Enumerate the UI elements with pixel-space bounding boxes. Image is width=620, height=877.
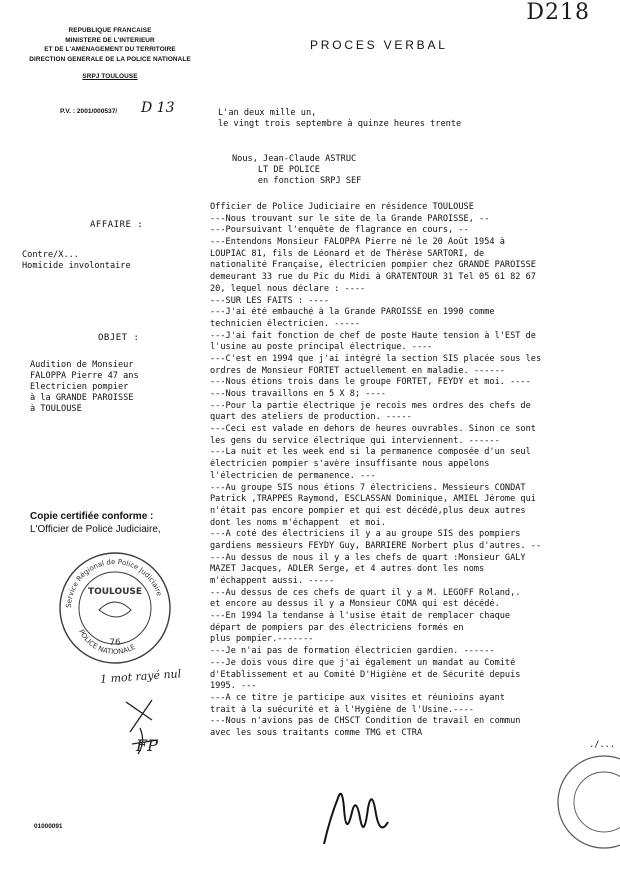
body-line: ---Nous étions trois dans le groupe FORTET, FEYDY et moi. ----	[210, 377, 531, 388]
header-line: REPUBLIQUE FRANCAISE	[68, 27, 152, 34]
body-line: ---Au dessus de ces chefs de quart il y a M. LEGOFF Roland,.	[210, 587, 521, 598]
police-unit: SRPJ TOULOUSE	[82, 73, 138, 81]
body-line: Officier de Police Judiciaire en résidence TOULOUSE	[210, 202, 474, 212]
body-line: l'usine au poste principal électrique. ----	[210, 342, 433, 353]
footer-reference-id: 01000091	[34, 823, 63, 830]
body-line: gardiens messieurs FEYDY Guy, BARRIERE Norbert plus d'autres. --	[210, 540, 542, 551]
officer-block	[232, 154, 361, 187]
body-line: MAZET Jacques, ADLER Serge, et 4 autres dont les noms	[210, 564, 485, 575]
objet-line: à la GRANDE PAROISSE	[30, 392, 134, 403]
document-title: PROCES VERBAL	[310, 38, 448, 52]
body-line: plus pompier.-------	[210, 634, 314, 645]
body-line: ---Entendons Monsieur FALOPPA Pierre né le 20 Août 1954 à	[210, 237, 505, 248]
body-line: 20, lequel nous déclare : ----	[210, 283, 366, 294]
body-line: ---Je n'ai pas de formation électricien gardien. ------	[210, 646, 495, 657]
body-line: ---La nuit et les week end si la permanence composée d'un seul	[210, 447, 531, 458]
body-line: ---J'ai fait fonction de chef de poste Haute tension à l'EST de	[210, 330, 536, 341]
body-line: les gens du service électrique qui interviennent. ------	[210, 435, 500, 446]
body-line: ---C'est en 1994 que j'ai intégré la section SIS placée sous les	[210, 353, 542, 364]
objet-value	[30, 360, 139, 415]
body-line: départ de pompiers par des électriciens formés en	[210, 622, 464, 633]
officer-line: Nous, Jean-Claude ASTRUC	[232, 154, 357, 164]
body-line: ---En 1994 la tendanse à l'usise était de remplacer chaque	[210, 611, 511, 622]
body-line: ---Nous trouvant sur le site de la Grande PAROISSE, --	[210, 213, 490, 224]
body-line: 1995. ---	[210, 681, 257, 692]
officer-line: en fonction SRPJ SEF	[232, 175, 362, 186]
body-line: ---Au groupe SIS nous étions 7 électriciens. Messieurs CONDAT	[210, 482, 526, 493]
affaire-label: AFFAIRE :	[90, 220, 144, 230]
certification-subtitle: L'Officier de Police Judiciaire,	[30, 524, 161, 535]
date-line: L'an deux mille un,	[218, 108, 317, 118]
body-line: quart des ateliers de production. -----	[210, 412, 412, 423]
body-line: ---Ceci est valade en dehors de heures ouvrables. Sinon ce sont	[210, 424, 536, 435]
body-line: ---Au dessus de nous il y a les chefs de quart :Monsieur GALY	[210, 552, 526, 563]
body-line: ---J'ai été embauché à la Grande PAROISSE en 1990 comme	[210, 307, 495, 318]
body-line: demeurant 33 rue du Pic du Midi à GRATENTOUR 31 Tel 05 61 82 67	[210, 272, 536, 283]
body-line: LOUPIAC 81, fils de Léonard et de Thérèse SARTORI, de	[210, 248, 485, 259]
certification-block	[30, 510, 161, 536]
certification-title: Copie certifiée conforme :	[30, 511, 154, 522]
affaire-line: Contre/X...	[22, 250, 79, 260]
ministry-header	[20, 26, 200, 82]
pv-number: P.V. : 2001/000537/	[60, 108, 118, 115]
stamp-number: 76	[109, 638, 121, 648]
objet-line: à TOULOUSE	[30, 403, 82, 414]
body-line: ---SUR LES FAITS : ----	[210, 295, 329, 306]
affaire-value	[22, 250, 131, 272]
handwritten-initials: FP	[136, 736, 158, 755]
deposition-body	[210, 202, 615, 751]
body-line: technicien électricien. -----	[210, 318, 361, 329]
body-line: m'échappent aussi. -----	[210, 576, 335, 586]
header-line: MINISTERE DE L'INTERIEUR	[65, 36, 155, 44]
body-line: ---A ce titre je participe aux visites et réunioins ayant	[210, 692, 505, 703]
stamp-emblem-icon	[99, 602, 131, 617]
officer-signature	[318, 778, 398, 850]
stamp-outer-text: Service Régional de Police Judiciaire	[64, 557, 164, 609]
date-block	[218, 108, 461, 130]
header-line: ET DE L'AMENAGEMENT DU TERRITOIRE	[44, 46, 176, 54]
stamp-city: TOULOUSE	[87, 587, 143, 597]
objet-line: Electricien pompier	[30, 381, 129, 392]
body-line: ---Je dois vous dire que j'ai également un mandat au Comité	[210, 657, 516, 668]
body-line: d'Etablissement et au Comité D'Higiène et de Sécurité depuis	[210, 669, 521, 680]
body-line: ---Pour la partie électrique je recois mes ordres des chefs de	[210, 400, 531, 411]
objet-label: OBJET :	[98, 333, 140, 343]
body-line: nationalité Française, électricien pompier chez GRANDE PAROISSE	[210, 260, 536, 271]
body-line: ./...	[589, 739, 615, 750]
body-line: l'électricien de permanence. ---	[210, 470, 376, 481]
body-line: et encore au dessus il y a Monsieur COMA qui est décédé.	[210, 599, 500, 610]
body-line: Patrick ,TRAPPES Raymond, ESCLASSAN Dominique, AMIEL Jérome qui	[210, 494, 536, 505]
body-line: électricien pompier s'avère insuffisante nous appelons	[210, 459, 490, 470]
page-reference-number: D218	[526, 0, 590, 25]
body-line: n'était pas encore pompier et qui est décédé,plus deux autres	[210, 505, 526, 516]
body-line: ---Nous n'avions pas de CHSCT Condition de travail en commun	[210, 716, 521, 727]
officer-line: LT DE POLICE	[232, 164, 320, 175]
body-line: dont les noms m'échappent et moi.	[210, 517, 386, 528]
police-stamp	[55, 548, 175, 668]
body-line: avec les sous traitants comme TMG et CTRA	[210, 727, 423, 738]
body-line: ordres de Monsieur FORTET actuellement en maladie. ------	[210, 365, 505, 376]
date-line: le vingt trois septembre à quinze heures trente	[218, 118, 462, 129]
objet-line: FALOPPA Pierre 47 ans	[30, 370, 139, 381]
body-line: ---Nous travaillons en 5 X 8; ----	[210, 389, 386, 399]
police-stamp-partial	[546, 752, 620, 852]
affaire-line: Homicide involontaire	[22, 260, 131, 271]
handwritten-note: 1 mot rayé nul	[99, 667, 182, 686]
body-line: ---Poursuivant l'enquête de flagrance en cours, --	[210, 225, 469, 236]
pv-handwritten-annotation: D 13	[141, 100, 175, 116]
objet-line: Audition de Monsieur	[30, 360, 134, 370]
stamp-bottom-text: POLICE NATIONALE	[76, 628, 137, 657]
body-line: trait à la suécurité et à l'Hygiène de l'Usine.----	[210, 704, 474, 715]
header-line: DIRECTION GENERALE DE LA POLICE NATIONALE	[29, 55, 191, 63]
body-line: ---A coté des électriciens il y a au groupe SIS des pompiers	[210, 529, 521, 540]
